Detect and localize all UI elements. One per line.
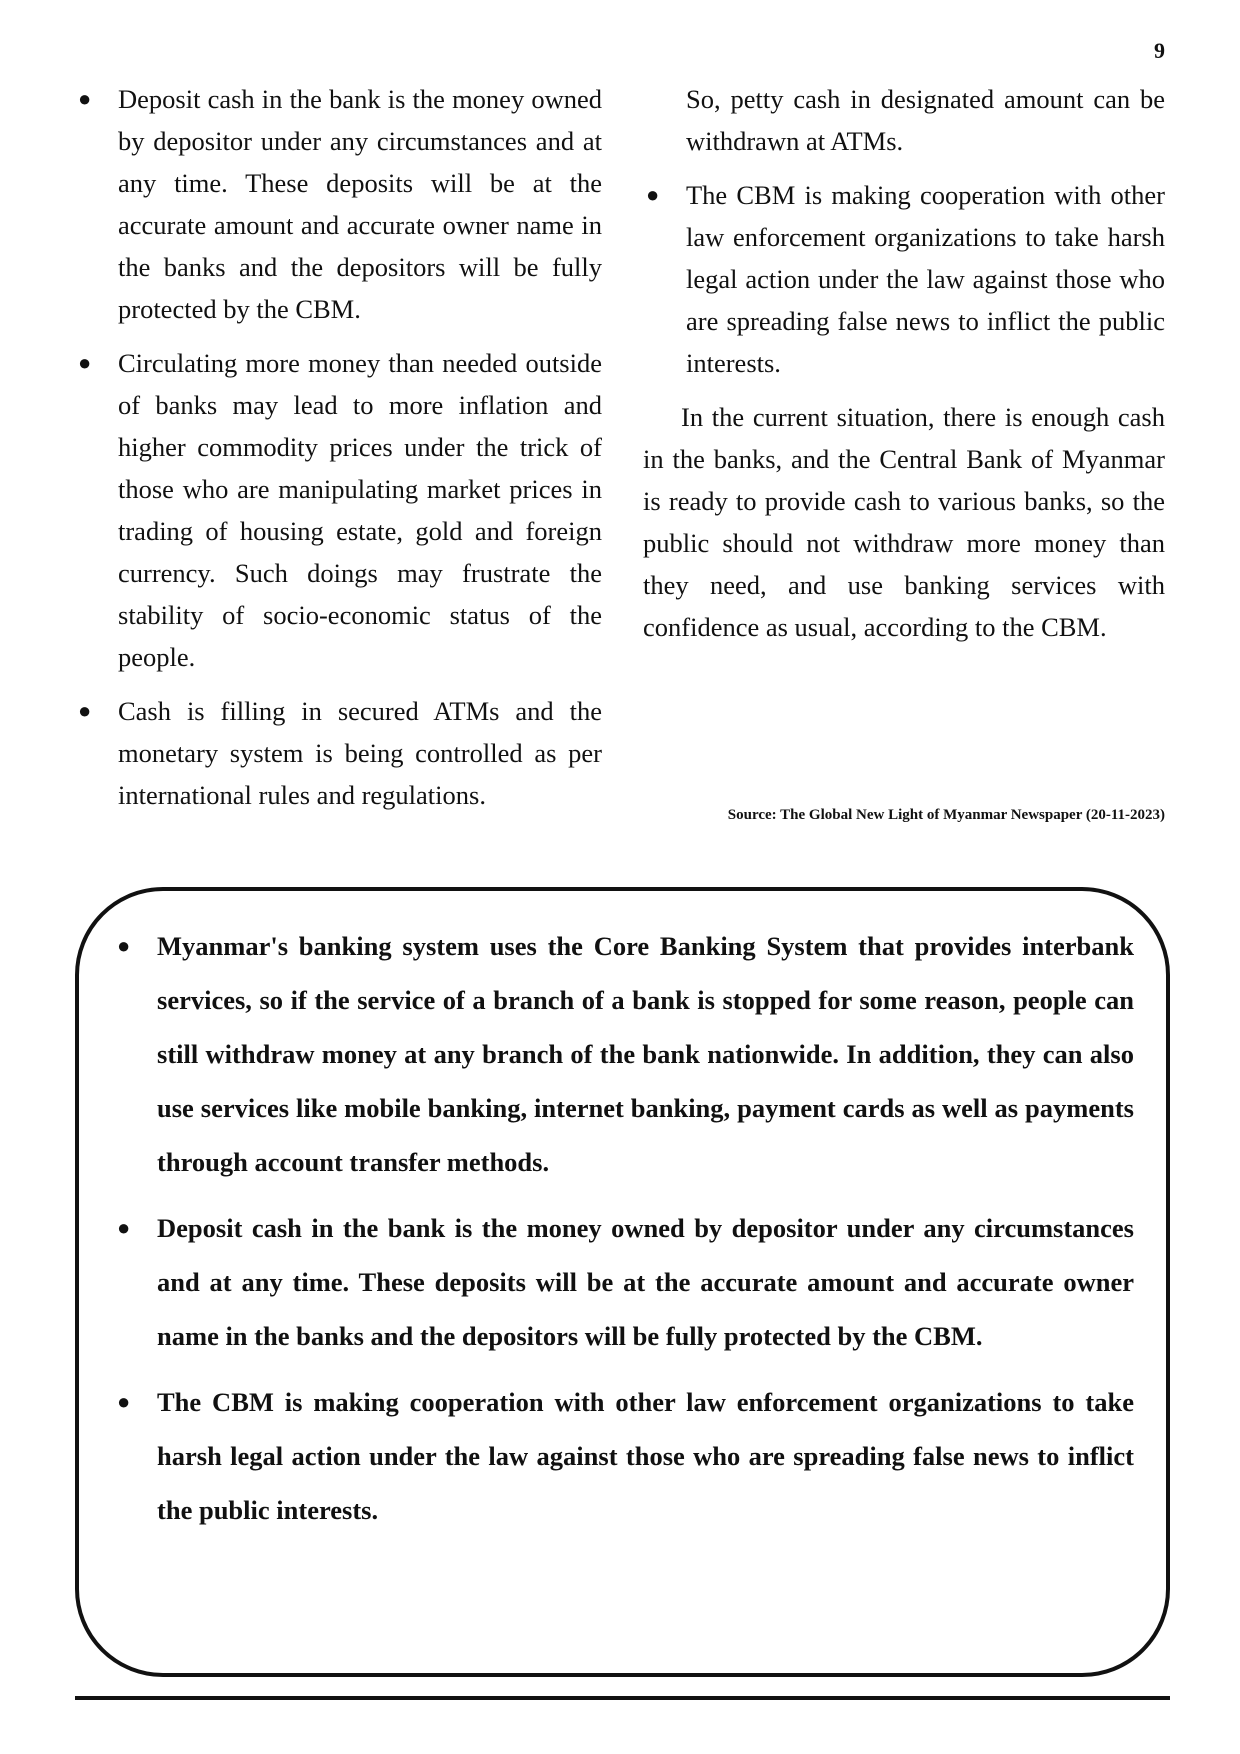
callout-bullet-text: Myanmar's banking system uses the Core Banking System that provides interbank services, so if the service of a branch of a bank is stopped for some reason, people can still withdraw money at any branch of the bank nationwide. In addition, they can also use services like mobile banking, internet banking, payment cards as well as payments through account transfer methods.	[157, 931, 1134, 1177]
bullet-icon: ●	[646, 182, 660, 207]
list-item	[114, 1201, 1134, 1363]
bottom-rule	[75, 1696, 1170, 1700]
summary-callout-box	[75, 887, 1170, 1677]
bullet-icon: ●	[78, 698, 92, 723]
bullet-continuation: So, petty cash in designated amount can be withdrawn at ATMs.	[686, 84, 1165, 156]
list-item	[643, 174, 1165, 384]
page-number: 9	[1154, 38, 1165, 63]
list-item	[75, 690, 602, 816]
bullet-text: The CBM is making cooperation with other law enforcement organizations to take harsh legal action under the law against those who are spreading false news to inflict the public interests.	[686, 180, 1165, 378]
list-item	[114, 1375, 1134, 1537]
callout-bullet-text: The CBM is making cooperation with other law enforcement organizations to take harsh legal action under the law against those who are spreading false news to inflict the public interests.	[157, 1387, 1134, 1525]
list-item	[75, 342, 602, 678]
right-column	[643, 78, 1165, 648]
list-item	[75, 78, 602, 330]
source-citation: Source: The Global New Light of Myanmar Newspaper (20-11-2023)	[727, 807, 1165, 823]
bullet-text: Deposit cash in the bank is the money owned by depositor under any circumstances and at any time. These deposits will be at the accurate amount and accurate owner name in the banks and the depositors will be fully protected by the CBM.	[118, 84, 602, 324]
left-column	[75, 78, 602, 828]
bullet-icon: ●	[78, 86, 92, 111]
bullet-text: Circulating more money than needed outside of banks may lead to more inflation and higher commodity prices under the trick of those who are manipulating market prices in trading of housing estate, gold and foreign currency. Such doings may frustrate the stability of socio-economic status of the people.	[118, 348, 602, 672]
callout-bullet-list	[114, 919, 1134, 1549]
callout-bullet-text: Deposit cash in the bank is the money owned by depositor under any circumstances and at any time. These deposits will be at the accurate amount and accurate owner name in the banks and the depositors will be fully protected by the CBM.	[157, 1213, 1134, 1351]
body-paragraph: In the current situation, there is enough cash in the banks, and the Central Bank of Myanmar is ready to provide cash to various banks, so the public should not withdraw more money than they need, and use banking services with confidence as usual, according to the CBM.	[643, 402, 1165, 642]
bullet-icon: ●	[117, 933, 131, 958]
bullet-icon: ●	[117, 1389, 131, 1414]
bullet-icon: ●	[117, 1215, 131, 1240]
list-item	[114, 919, 1134, 1189]
left-bullet-list	[75, 78, 602, 816]
bullet-text: Cash is filling in secured ATMs and the monetary system is being controlled as per international rules and regulations.	[118, 696, 602, 810]
bullet-icon: ●	[78, 350, 92, 375]
right-bullet-list	[643, 174, 1165, 384]
